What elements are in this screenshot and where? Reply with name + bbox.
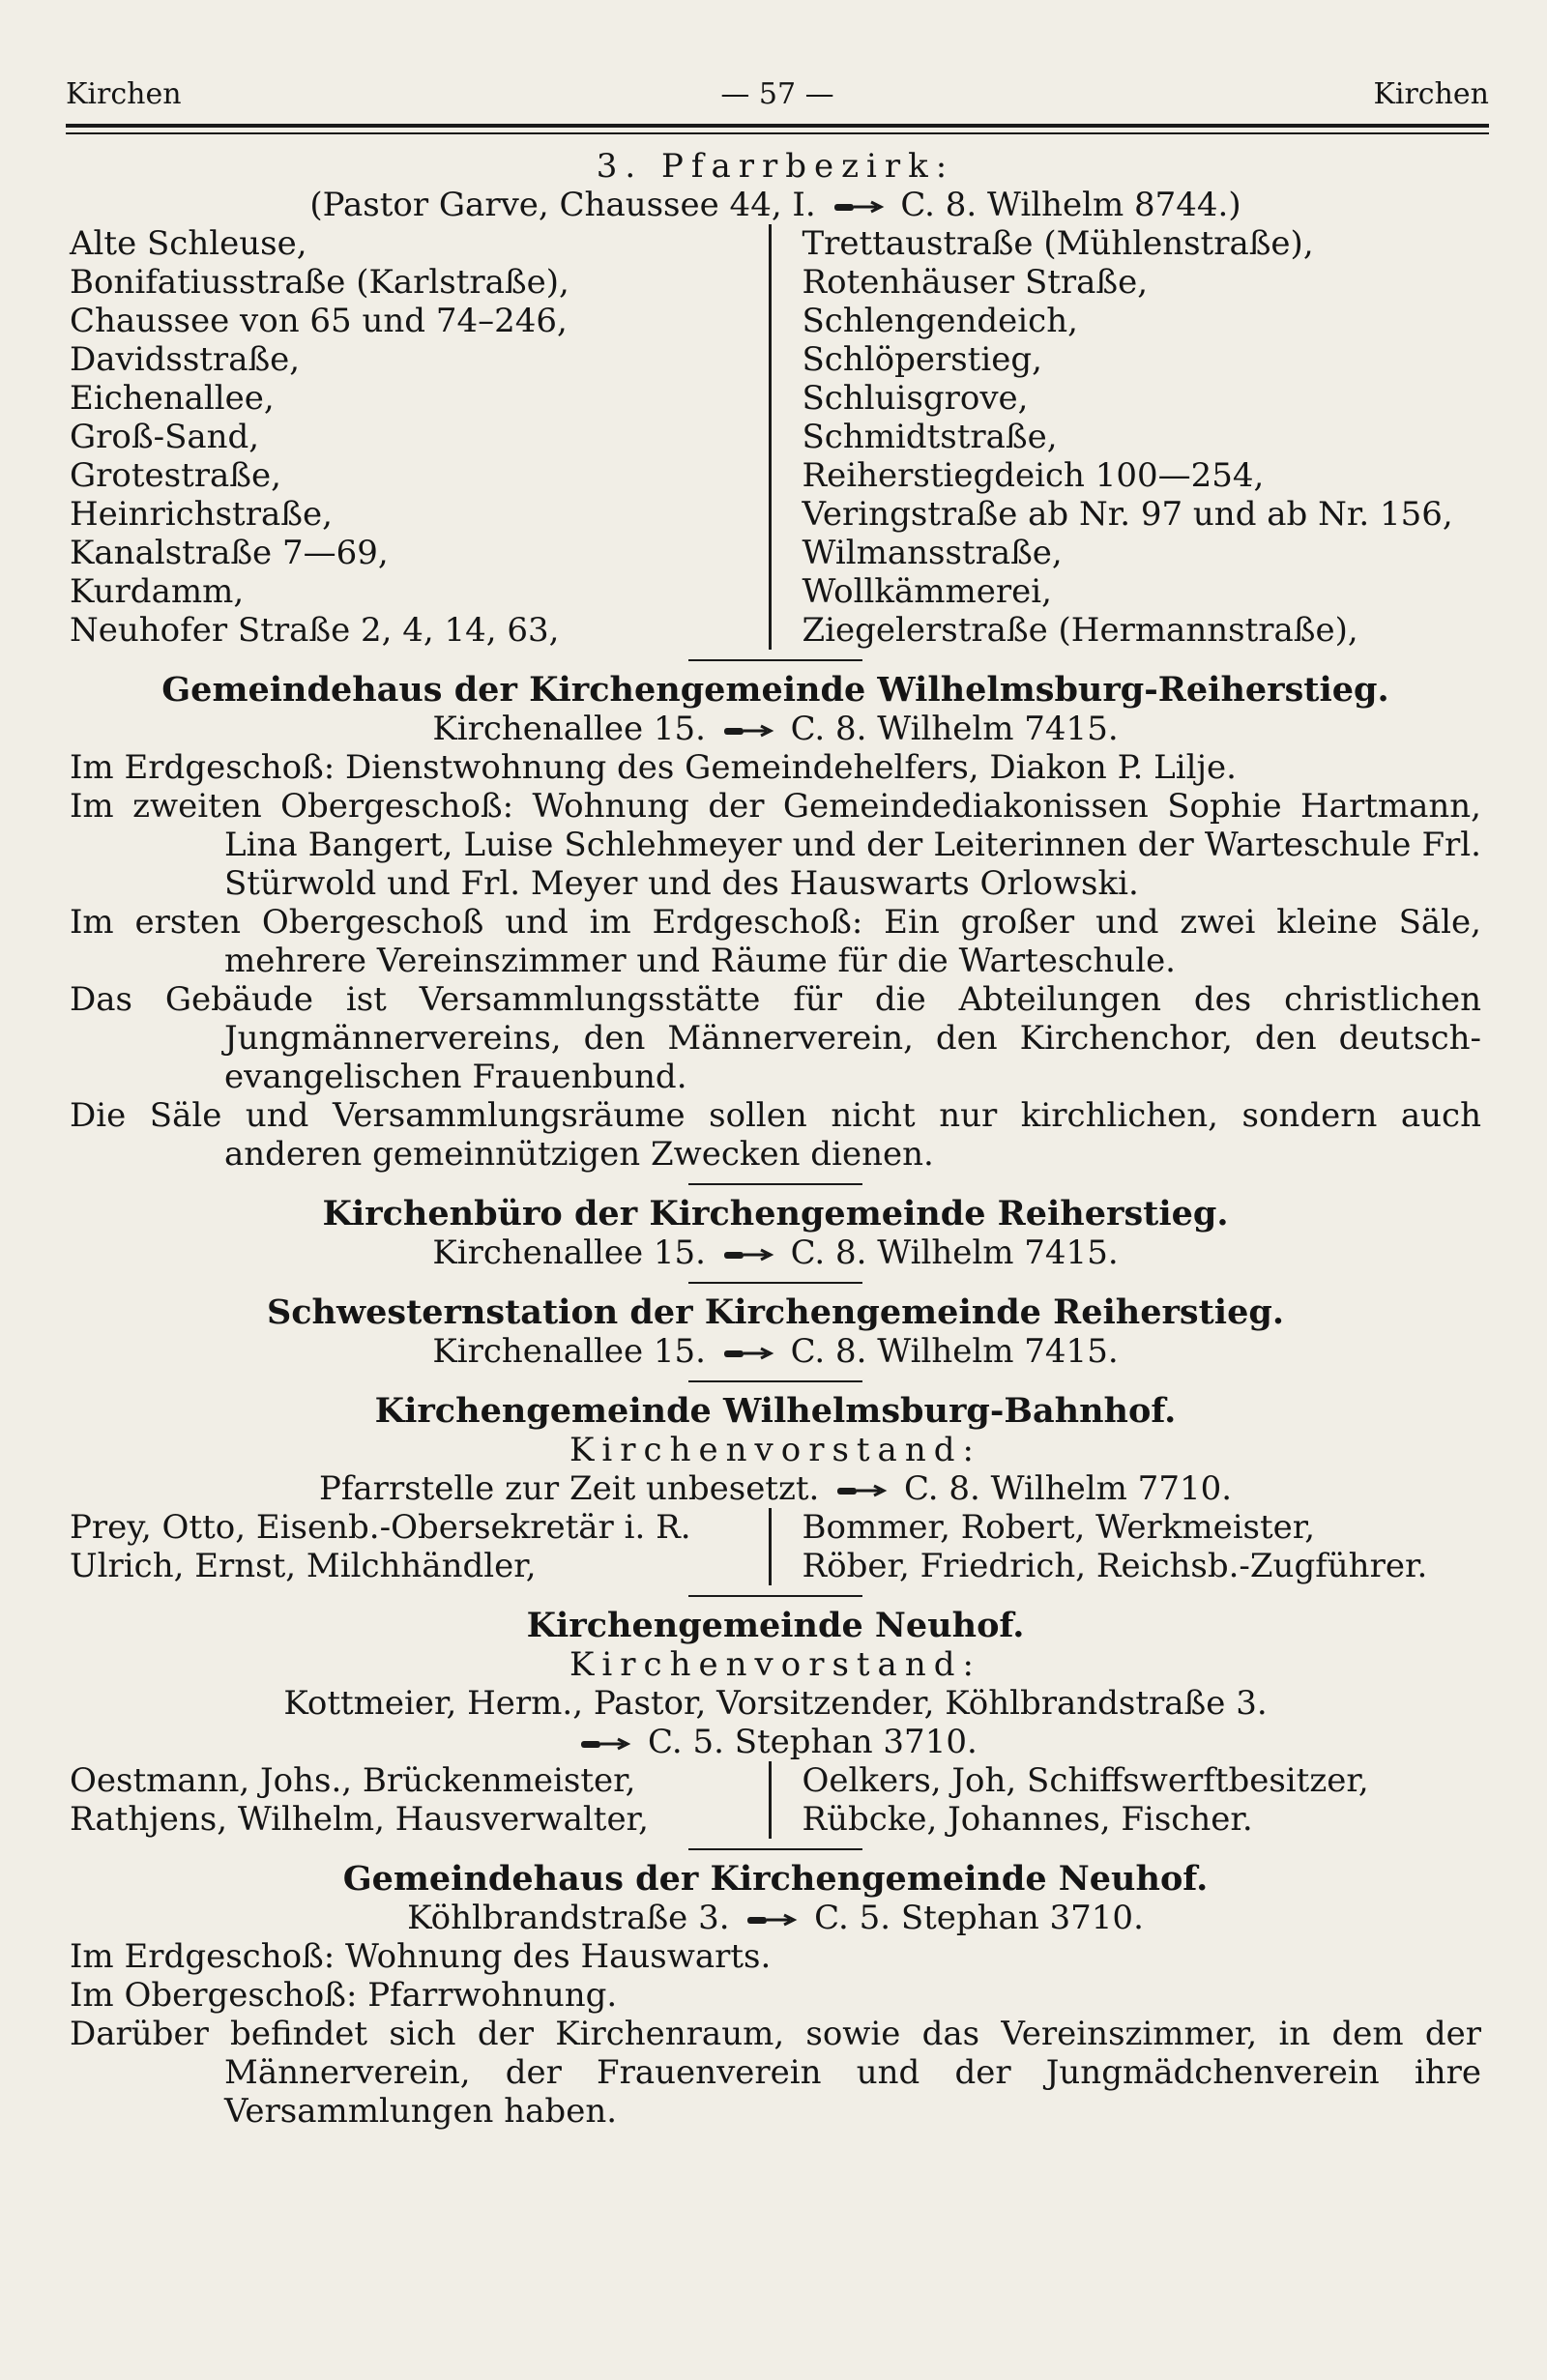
street-item: Kanalstraße 7—69, (70, 534, 389, 572)
header-left: Kirchen (66, 77, 182, 111)
pastor-post: C. 8. Wilhelm 8744.) (900, 186, 1241, 224)
phone-number: C. 5. Stephan 3710. (648, 1723, 978, 1761)
member-item: Ulrich, Ernst, Milchhändler, (70, 1547, 537, 1585)
member-item: Rathjens, Wilhelm, Hausverwalter, (70, 1800, 649, 1839)
street-item: Kurdamm, (70, 572, 245, 611)
member-item: Prey, Otto, Eisenb.-Obersekretär i. R. (70, 1508, 691, 1547)
telephone-hand-icon (579, 1737, 631, 1751)
section-divider (688, 1183, 862, 1185)
street-item: Reiherstiegdeich 100—254, (802, 456, 1265, 495)
section-subtitle: Kirchenvorstand: (569, 1431, 981, 1469)
telephone-hand-icon (745, 1913, 798, 1927)
address: Kirchenallee 15. (432, 1234, 706, 1272)
phone-number: C. 8. Wilhelm 7710. (903, 1469, 1233, 1508)
phone-line (70, 1723, 1481, 1761)
page-header (66, 77, 1489, 126)
address: Kirchenallee 15. (432, 1332, 706, 1371)
member-item: Röber, Friedrich, Reichsb.-Zugführer. (802, 1547, 1428, 1585)
header-right: Kirchen (1373, 77, 1489, 111)
section-divider (688, 659, 862, 661)
section-title: Kirchenbüro der Kirchengemeinde Reiherstieg. (322, 1194, 1229, 1234)
paragraph: Darüber befindet sich der Kirchenraum, sowie das Vereinszimmer, in dem der Männerverein, der Frauenverein und der Jungmädchenverein ihre Versammlungen haben. (70, 2015, 1481, 2131)
pfarrstelle: Pfarrstelle zur Zeit unbesetzt. (318, 1469, 820, 1508)
street-item: Eichenallee, (70, 379, 275, 418)
member-columns (70, 1508, 1481, 1585)
header-rule-thin (66, 132, 1489, 134)
member-item: Oelkers, Joh, Schiffswerftbesitzer, (802, 1761, 1369, 1800)
member-column-left (70, 1761, 772, 1839)
street-item: Davidsstraße, (70, 340, 301, 379)
section-title: Gemeindehaus der Kirchengemeinde Neuhof. (342, 1859, 1209, 1899)
paragraph: Im Obergeschoß: Pfarrwohnung. (70, 1976, 618, 2015)
phone-number: C. 8. Wilhelm 7415. (790, 1234, 1119, 1272)
member-item: Oestmann, Johs., Brückenmeister, (70, 1761, 636, 1800)
address-line (70, 1332, 1481, 1371)
page-number: — 57 — (720, 77, 834, 111)
telephone-hand-icon (722, 1347, 774, 1360)
street-item: Rotenhäuser Straße, (802, 263, 1149, 302)
member-columns (70, 1761, 1481, 1839)
street-column-right (772, 224, 1482, 650)
street-item: Schmidtstraße, (802, 418, 1058, 456)
street-item: Heinrichstraße, (70, 495, 333, 534)
section-divider (688, 1282, 862, 1284)
street-item: Groß-Sand, (70, 418, 260, 456)
street-item: Alte Schleuse, (70, 224, 307, 263)
street-column-left (70, 224, 772, 650)
section-title: Gemeindehaus der Kirchengemeinde Wilhelmsburg-Reiherstieg. (161, 670, 1389, 710)
address-line (70, 1899, 1481, 1937)
member-item: Rübcke, Johannes, Fischer. (802, 1800, 1253, 1839)
street-item: Schlöperstieg, (802, 340, 1042, 379)
street-item: Bonifatiusstraße (Karlstraße), (70, 263, 569, 302)
street-item: Trettaustraße (Mühlenstraße), (802, 224, 1314, 263)
paragraph: Im Erdgeschoß: Dienstwohnung des Gemeindehelfers, Diakon P. Lilje. (70, 748, 1237, 787)
paragraph: Im Erdgeschoß: Wohnung des Hauswarts. (70, 1937, 772, 1976)
paragraph: Die Säle und Versammlungsräume sollen nicht nur kirchlichen, sondern auch anderen gemeinnützigen Zwecken dienen. (70, 1096, 1481, 1174)
member-column-right (772, 1508, 1482, 1585)
street-item: Ziegelerstraße (Hermannstraße), (802, 611, 1358, 650)
section-title: Schwesternstation der Kirchengemeinde Reiherstieg. (266, 1292, 1285, 1332)
street-item: Wollkämmerei, (802, 572, 1052, 611)
section-title: Kirchengemeinde Neuhof. (526, 1606, 1025, 1645)
pfarrbezirk-title: 3. Pfarrbezirk: (596, 147, 955, 186)
paragraph: Im zweiten Obergeschoß: Wohnung der Gemeindediakonissen Sophie Hartmann, Lina Bangert, Luise Schlehmeyer und der Leiterinnen der Warteschule Frl. Stürwold und Frl. Meyer und des Hauswarts Orlowski. (70, 787, 1481, 903)
telephone-hand-icon (722, 1248, 774, 1262)
pfarrbezirk-pastor (70, 186, 1481, 224)
page-body (70, 147, 1481, 2131)
address-line (70, 1234, 1481, 1272)
phone-number: C. 5. Stephan 3710. (814, 1899, 1144, 1937)
paragraph: Im ersten Obergeschoß und im Erdgeschoß: Ein großer und zwei kleine Säle, mehrere Vereinszimmer und Räume für die Warteschule. (70, 903, 1481, 980)
street-item: Neuhofer Straße 2, 4, 14, 63, (70, 611, 560, 650)
section-divider (688, 1848, 862, 1850)
street-item: Schluisgrove, (802, 379, 1029, 418)
telephone-hand-icon (832, 200, 885, 214)
header-rule (66, 124, 1489, 128)
address: Kirchenallee 15. (432, 710, 706, 748)
address: Köhlbrandstraße 3. (407, 1899, 730, 1937)
street-item: Wilmansstraße, (802, 534, 1063, 572)
telephone-hand-icon (722, 724, 774, 738)
section-divider (688, 1595, 862, 1597)
phone-number: C. 8. Wilhelm 7415. (790, 710, 1119, 748)
street-item: Grotestraße, (70, 456, 281, 495)
telephone-hand-icon (835, 1484, 888, 1497)
section-title: Kirchengemeinde Wilhelmsburg-Bahnhof. (374, 1391, 1177, 1431)
section-divider (688, 1380, 862, 1382)
street-item: Chaussee von 65 und 74–246, (70, 302, 568, 340)
street-item: Veringstraße ab Nr. 97 und ab Nr. 156, (802, 495, 1453, 534)
pastor-pre: (Pastor Garve, Chaussee 44, I. (309, 186, 816, 224)
street-columns (70, 224, 1481, 650)
address-line (70, 710, 1481, 748)
phone-number: C. 8. Wilhelm 7415. (790, 1332, 1119, 1371)
paragraph: Das Gebäude ist Versammlungsstätte für die Abteilungen des christlichen Jungmännervereins, den Männerverein, den Kirchenchor, den deutsch-evangelischen Frauenbund. (70, 980, 1481, 1096)
section-subtitle: Kirchenvorstand: (569, 1645, 981, 1684)
address-line (70, 1469, 1481, 1508)
member-column-right (772, 1761, 1482, 1839)
member-item: Bommer, Robert, Werkmeister, (802, 1508, 1316, 1547)
member-column-left (70, 1508, 772, 1585)
street-item: Schlengendeich, (802, 302, 1078, 340)
chair-line: Kottmeier, Herm., Pastor, Vorsitzender, Köhlbrandstraße 3. (283, 1684, 1268, 1723)
